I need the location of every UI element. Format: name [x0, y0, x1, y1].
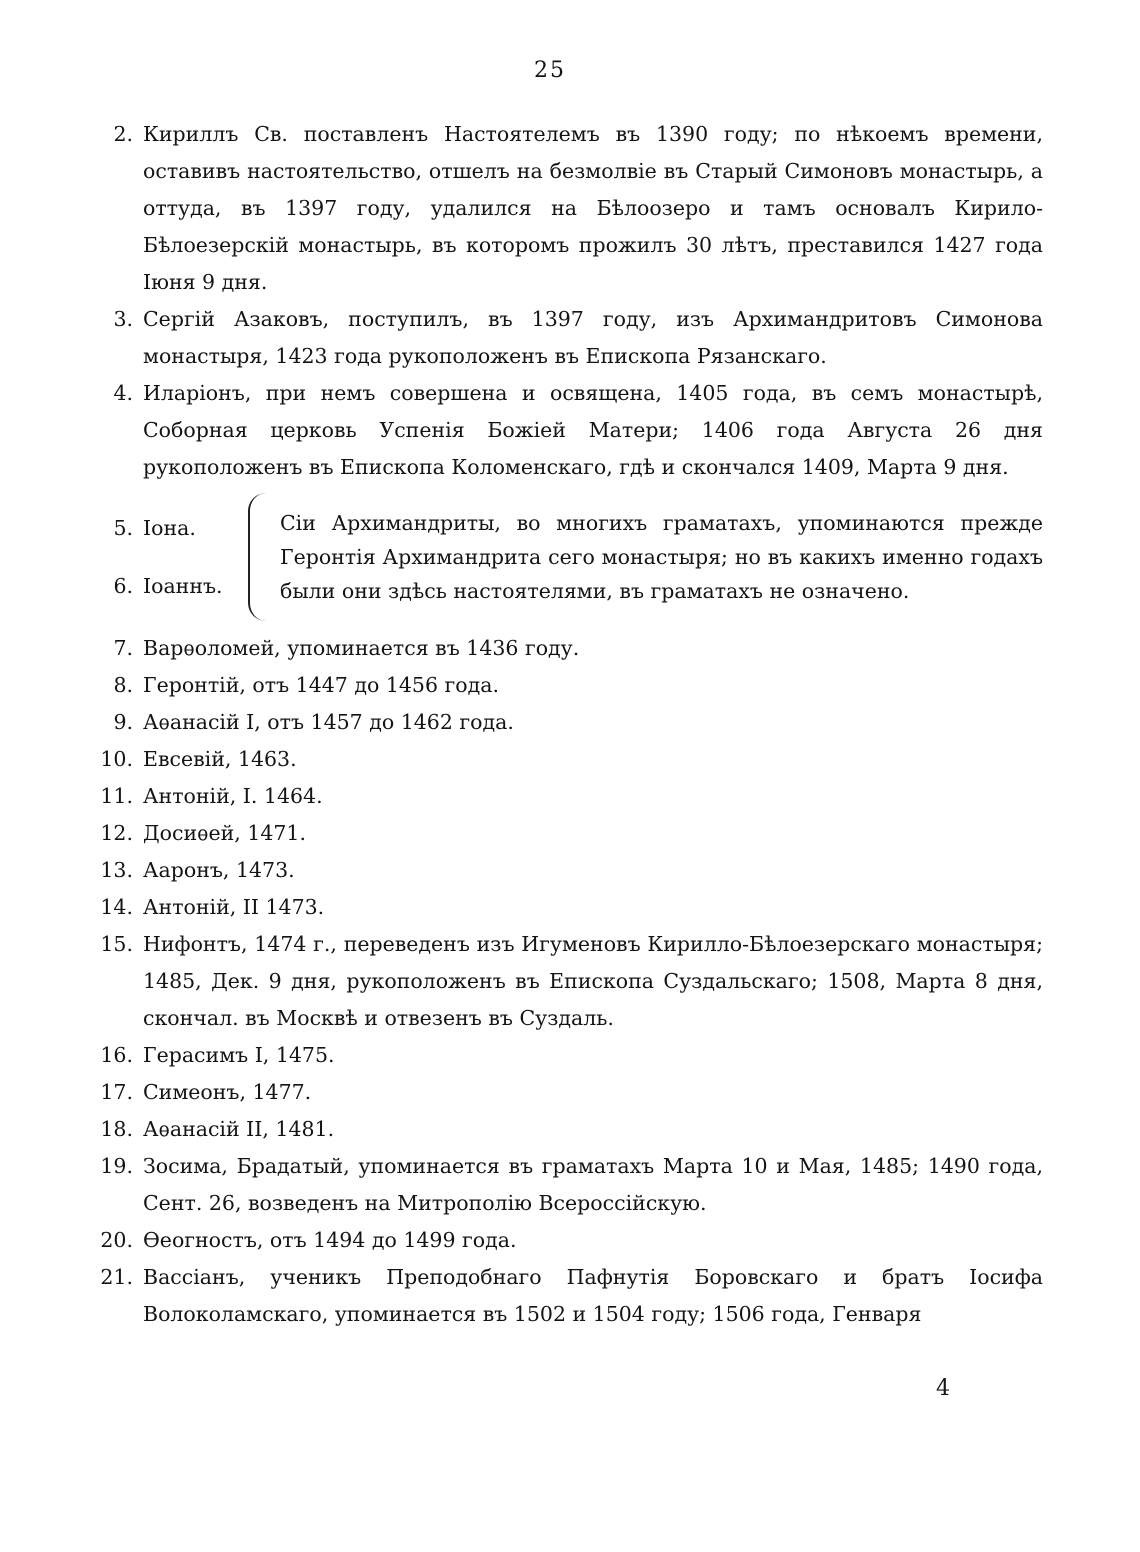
- item-text: Сергій Азаковъ, поступилъ, въ 1397 году, изъ Архимандритовъ Симонова монастыря, 1423 года рукоположенъ въ Епископа Рязанскаго.: [143, 307, 1043, 368]
- list-item: [88, 778, 1043, 815]
- item-number: 5.: [113, 516, 133, 540]
- page-number: 25: [534, 58, 566, 83]
- item-number: 20.: [100, 1228, 133, 1252]
- item-text: Ааронъ, 1473.: [143, 858, 295, 882]
- item-text: Іона.: [143, 516, 196, 540]
- item-text: Іоаннъ.: [143, 574, 223, 598]
- item-number: 3.: [113, 307, 133, 331]
- list-item: [88, 704, 1043, 741]
- list-item: [88, 557, 248, 615]
- item-text: Варѳоломей, упоминается въ 1436 году.: [143, 636, 580, 660]
- bracketed-group: [88, 488, 1043, 626]
- list-item: [88, 1222, 1043, 1259]
- abbot-list: [88, 116, 1043, 1333]
- item-text: Антоній, I. 1464.: [143, 784, 323, 808]
- curly-brace-icon: [248, 493, 274, 621]
- signature-mark: 4: [936, 1376, 950, 1401]
- item-number: 8.: [113, 673, 133, 697]
- list-item: [88, 630, 1043, 667]
- item-text: Евсевій, 1463.: [143, 747, 297, 771]
- list-item: [88, 889, 1043, 926]
- item-number: 10.: [100, 747, 133, 771]
- list-item: [88, 852, 1043, 889]
- list-item: [88, 1148, 1043, 1222]
- item-text: Антоній, II 1473.: [143, 895, 325, 919]
- item-text: Симеонъ, 1477.: [143, 1080, 312, 1104]
- item-number: 4.: [113, 381, 133, 405]
- item-text: Аѳанасій I, отъ 1457 до 1462 года.: [143, 710, 514, 734]
- item-number: 19.: [100, 1154, 133, 1178]
- item-text: Иларіонъ, при немъ совершена и освящена, 1405 года, въ семъ монастырѣ, Соборная церковь Успенія Божіей Матери; 1406 года Августа 26 дня рукоположенъ въ Епископа Коломенскаго, гдѣ и скончался 1409, Марта 9 дня.: [143, 381, 1043, 479]
- list-item: [88, 926, 1043, 1037]
- item-text: Досиѳей, 1471.: [143, 821, 306, 845]
- item-number: 13.: [100, 858, 133, 882]
- list-item: [88, 815, 1043, 852]
- item-number: 18.: [100, 1117, 133, 1141]
- list-item: [88, 116, 1043, 301]
- list-item: [88, 741, 1043, 778]
- item-number: 15.: [100, 932, 133, 956]
- item-text: Зосима, Брадатый, упоминается въ граматахъ Марта 10 и Мая, 1485; 1490 года, Сент. 26, возведенъ на Митрополію Всероссійскую.: [143, 1154, 1043, 1215]
- item-text: Вассіанъ, ученикъ Преподобнаго Пафнутія Боровскаго и братъ Іосифа Волоколамскаго, упоминается въ 1502 и 1504 году; 1506 года, Генваря: [143, 1265, 1043, 1326]
- item-number: 17.: [100, 1080, 133, 1104]
- item-text: Нифонтъ, 1474 г., переведенъ изъ Игуменовъ Кирилло-Бѣлоезерскаго монастыря; 1485, Дек. 9 дня, рукоположенъ въ Епископа Суздальскаго; 1508, Марта 8 дня, скончал. въ Москвѣ и отвезенъ въ Суздаль.: [143, 932, 1043, 1030]
- item-number: 21.: [100, 1265, 133, 1289]
- list-item: [88, 1111, 1043, 1148]
- list-item: [88, 1074, 1043, 1111]
- list-item: [88, 375, 1043, 486]
- item-number: 7.: [113, 636, 133, 660]
- list-item: [88, 301, 1043, 375]
- item-number: 12.: [100, 821, 133, 845]
- item-number: 14.: [100, 895, 133, 919]
- list-item: [88, 499, 248, 557]
- item-text: Ѳеогностъ, отъ 1494 до 1499 года.: [143, 1228, 517, 1252]
- item-number: 11.: [100, 784, 133, 808]
- item-number: 6.: [113, 574, 133, 598]
- item-text: Геронтій, отъ 1447 до 1456 года.: [143, 673, 499, 697]
- item-text: Кириллъ Св. поставленъ Настоятелемъ въ 1390 году; по нѣкоемъ времени, оставивъ настоятельство, отшелъ на безмолвіе въ Старый Симоновъ монастырь, а оттуда, въ 1397 году, удалился на Бѣлоозеро и тамъ основалъ Кирило-Бѣлоезерскій монастырь, въ которомъ прожилъ 30 лѣтъ, преставился 1427 года Іюня 9 дня.: [143, 122, 1043, 294]
- item-text: Аѳанасій II, 1481.: [143, 1117, 335, 1141]
- list-item: [88, 1037, 1043, 1074]
- item-number: 2.: [113, 122, 133, 146]
- group-names: [88, 499, 248, 615]
- item-number: 16.: [100, 1043, 133, 1067]
- item-number: 9.: [113, 710, 133, 734]
- group-note: Сіи Архимандриты, во многихъ граматахъ, упоминаются прежде Геронтія Архимандрита сего монастыря; но въ какихъ именно годахъ были они здѣсь настоятелями, въ граматахъ не означено.: [280, 511, 1043, 603]
- item-text: Герасимъ I, 1475.: [143, 1043, 335, 1067]
- list-item: [88, 1259, 1043, 1333]
- list-item: [88, 667, 1043, 704]
